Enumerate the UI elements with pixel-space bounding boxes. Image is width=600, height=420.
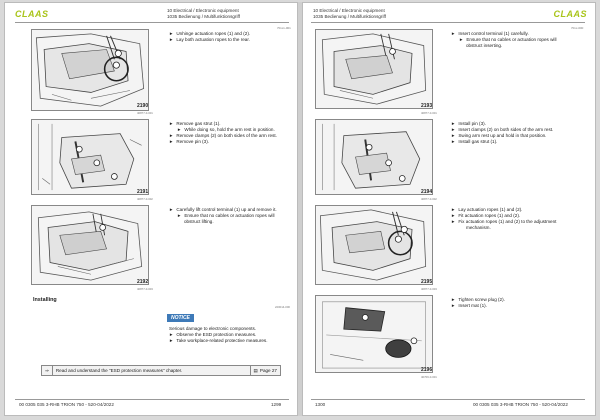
step-item: ► Lay actuation ropes (1) and (2). <box>451 207 523 212</box>
cross-reference-box <box>41 365 281 376</box>
step-note: ► Ensure that no cables or actuation ropes will <box>459 37 557 43</box>
section-title-installing: Installing <box>33 297 57 303</box>
header-section: 1035 Bedienung / Multifunktionsgriff <box>167 14 240 19</box>
instruction-steps <box>169 207 277 225</box>
step-arrow-icon: ► <box>169 332 174 338</box>
step-note: ► While doing so, hold the arm rest in position. <box>177 127 275 133</box>
step-item: ► Install pin (3). <box>451 121 486 126</box>
step-arrow-icon: ► <box>169 121 174 126</box>
figure-code: 40706-0-001 <box>421 375 437 379</box>
instruction-steps <box>169 121 277 145</box>
step-item: ► Install gas strut (1). <box>451 139 498 145</box>
step-arrow-icon: ► <box>169 207 174 212</box>
figure-number: 2190 <box>137 103 149 109</box>
instruction-steps <box>451 207 556 231</box>
step-arrow-icon: ► <box>451 31 456 36</box>
brand-logo: CLAAS <box>15 9 49 19</box>
sub-arrow-icon: ► <box>177 127 182 133</box>
header-divider <box>311 22 585 23</box>
notice-badge: NOTICE <box>167 314 194 322</box>
figure-image <box>31 205 149 285</box>
instruction-steps <box>169 31 250 43</box>
header-section: 1035 Bedienung / Multifunktionsgriff <box>313 14 386 19</box>
step-arrow-icon: ► <box>451 139 456 145</box>
footer-page-number: 1300 <box>315 402 326 407</box>
step-item: ► Lay both actuation ropes to the rear. <box>169 37 250 43</box>
notice-step: ► Observe the ESD protection measures. <box>169 332 257 338</box>
figure-number: 2193 <box>421 103 433 109</box>
figure-image <box>31 119 149 195</box>
figure-code: 40877-0-001 <box>137 111 153 115</box>
page-header <box>313 8 386 20</box>
step-item: ► Remove gas strut (1). <box>169 121 221 126</box>
insert-terminal-illustration <box>316 30 432 108</box>
page-ref-label: Page 27 <box>259 368 277 373</box>
figure-image <box>31 29 149 111</box>
control-terminal-illustration <box>32 206 148 284</box>
figure-number: 2196 <box>421 367 433 373</box>
step-continued: mechanism. <box>466 225 491 231</box>
notice-text <box>169 326 268 344</box>
step-arrow-icon: ► <box>169 338 174 344</box>
step-item: ► Fit actuation ropes (1) and (2). <box>451 213 521 219</box>
step-item: ► Remove clamps (2) on both sides of the arm rest. <box>169 133 277 139</box>
step-item: ► Insert clamps (2) on both sides of the arm rest. <box>451 127 554 133</box>
figure-image <box>315 29 433 109</box>
footer-doc-id: 00 0305 035 3-RHB TRION 750 - 520-04/2022 <box>473 402 568 407</box>
top-image-code: 70xx-000 <box>571 26 584 30</box>
step-arrow-icon: ► <box>169 139 174 145</box>
section-code: 220014-000 <box>275 305 290 309</box>
footer-divider <box>311 399 585 400</box>
actuation-ropes-illustration <box>316 206 432 284</box>
footer-divider <box>15 399 289 400</box>
screw-plug-mat-illustration <box>316 296 432 372</box>
page-ref-icon: ▤ <box>253 367 258 373</box>
step-arrow-icon: ► <box>451 213 456 219</box>
step-item: ► Insert control terminal (1) carefully. <box>451 31 529 36</box>
step-arrow-icon: ► <box>169 31 174 36</box>
install-pin-illustration <box>316 120 432 194</box>
step-item: ► Carefully lift control terminal (1) up and remove it. <box>169 207 277 212</box>
instruction-steps <box>451 31 557 49</box>
right-page <box>302 2 596 416</box>
ref-text: Read and understand the "ESD protection measures" chapter. <box>53 366 251 375</box>
step-arrow-icon: ► <box>451 297 456 302</box>
figure-image <box>315 205 433 285</box>
figure-code: 40877-0-003 <box>421 287 437 291</box>
left-page <box>4 2 298 416</box>
sub-arrow-icon: ► <box>177 213 182 219</box>
header-chapter: 10 Electrical / Electronic equipment <box>167 8 239 13</box>
notice-step: ► Take workplace-related protective measures. <box>169 338 268 344</box>
step-arrow-icon: ► <box>451 303 456 309</box>
step-item: ► Fix actuation ropes (1) and (2) to the adjustment <box>451 219 557 225</box>
step-item: ► Swing arm rest up and hold in that position. <box>451 133 547 139</box>
step-arrow-icon: ► <box>451 127 456 133</box>
footer-doc-id: 00 0305 035 3-RHB TRION 750 - 520-04/2022 <box>19 402 114 407</box>
gas-strut-illustration <box>32 120 148 194</box>
step-arrow-icon: ► <box>451 207 456 212</box>
page-ref-link[interactable] <box>251 366 280 375</box>
top-image-code: 70xxx-001 <box>277 26 291 30</box>
figure-image <box>315 295 433 373</box>
figure-code: 40877-0-002 <box>137 197 153 201</box>
armrest-illustration <box>32 30 148 110</box>
page-header <box>167 8 240 20</box>
step-note-continued: obstruct inserting. <box>466 43 503 49</box>
figure-number: 2191 <box>137 189 149 195</box>
step-note-continued: obstruct lifting. <box>184 219 214 225</box>
step-item: ► Tighten screw plug (2). <box>451 297 505 302</box>
figure-number: 2194 <box>421 189 433 195</box>
figure-image <box>315 119 433 195</box>
header-chapter: 10 Electrical / Electronic equipment <box>313 8 385 13</box>
header-divider <box>15 22 289 23</box>
footer-page-number: 1299 <box>271 402 282 407</box>
ref-arrow-icon: ⇒ <box>42 366 53 375</box>
notice-warning: Serious damage to electronic components. <box>169 326 257 331</box>
instruction-steps <box>451 297 505 309</box>
sub-arrow-icon: ► <box>459 37 464 43</box>
step-arrow-icon: ► <box>451 121 456 126</box>
instruction-steps <box>451 121 553 145</box>
step-arrow-icon: ► <box>451 219 456 225</box>
figure-number: 2192 <box>137 279 149 285</box>
step-item: ► Remove pin (3). <box>169 139 210 145</box>
step-item: ► Insert mat (1). <box>451 303 487 309</box>
figure-code: 40877-0-002 <box>421 197 437 201</box>
figure-number: 2195 <box>421 279 433 285</box>
figure-code: 40877-0-003 <box>137 287 153 291</box>
step-arrow-icon: ► <box>169 133 174 139</box>
step-arrow-icon: ► <box>451 133 456 139</box>
figure-code: 40877-0-001 <box>421 111 437 115</box>
brand-logo: CLAAS <box>553 9 587 19</box>
step-note: ► Ensure that no cables or actuation ropes will <box>177 213 275 219</box>
step-arrow-icon: ► <box>169 37 174 43</box>
step-item: ► Unhinge actuation ropes (1) and (2). <box>169 31 251 36</box>
